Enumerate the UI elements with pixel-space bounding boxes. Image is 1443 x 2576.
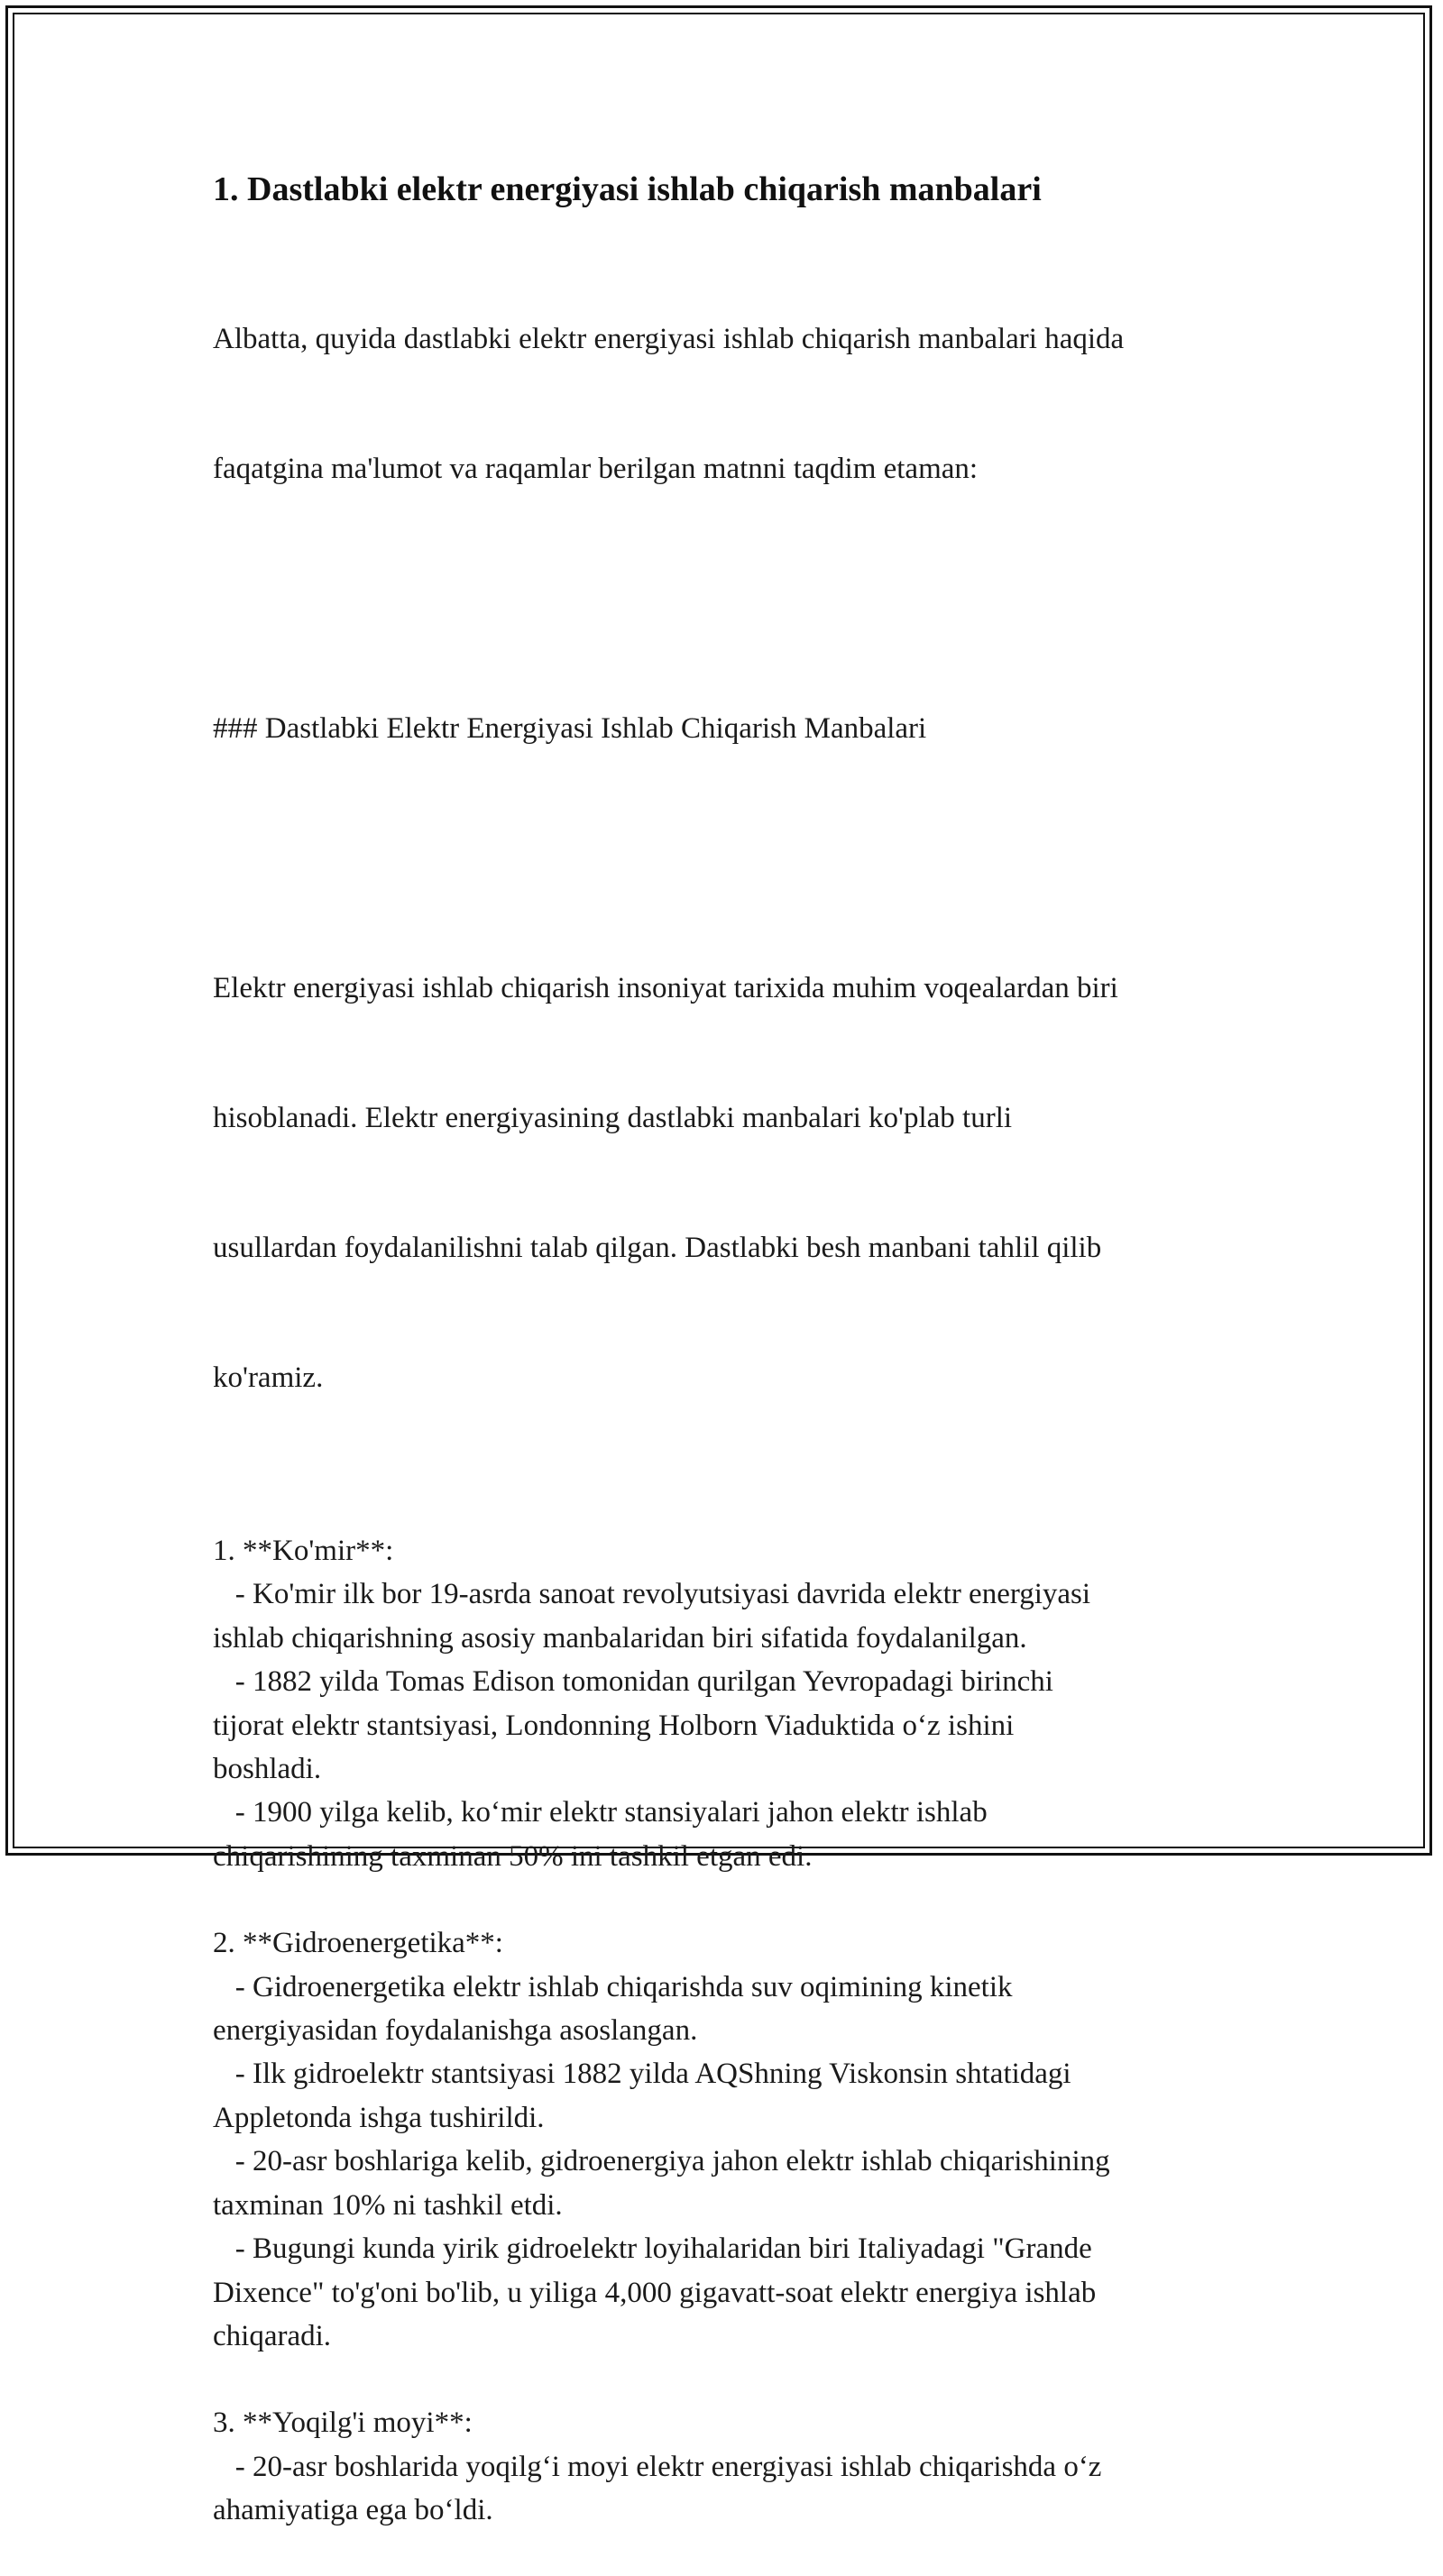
section-yoqilgi-moyi — [213, 2401, 1250, 2532]
subheading — [213, 620, 1250, 837]
section-line: - Ko'mir ilk bor 19-asrda sanoat revolyutsiyasi davrida elektr energiyasi — [213, 1578, 1091, 1611]
section-line: tijorat elektr stantsiyasi, Londonning Holborn Viaduktida o‘z ishini — [213, 1709, 1015, 1742]
section-line: 1. **Ko'mir**: — [213, 1535, 394, 1567]
section-line: - 1900 yilga kelib, ko‘mir elektr stansiyalari jahon elektr ishlab — [213, 1796, 988, 1829]
intro-line: faqatgina ma'lumot va raqamlar berilgan matnni taqdim etaman: — [213, 453, 979, 485]
subheading-text: ### Dastlabki Elektr Energiyasi Ishlab Chiqarish Manbalari — [213, 712, 927, 745]
section-komir — [213, 1529, 1250, 1878]
section-gidroenergetika — [213, 1921, 1250, 2358]
overview-line: hisoblanadi. Elektr energiyasining dastlabki manbalari ko'plab turli — [213, 1102, 1013, 1134]
overview-paragraph — [213, 880, 1250, 1486]
section-line: - Ilk gidroelektr stantsiyasi 1882 yilda AQShning Viskonsin shtatidagi — [213, 2058, 1071, 2091]
section-line: energiyasidan foydalanishga asoslangan. — [213, 2014, 698, 2048]
section-line: chiqarishining taxminan 50% ini tashkil etgan edi. — [213, 1839, 813, 1873]
overview-line: usullardan foydalanilishni talab qilgan. Dastlabki besh manbani tahlil qilib — [213, 1232, 1102, 1264]
document-content — [213, 168, 1250, 2576]
section-line: - 20-asr boshlarida yoqilg‘i moyi elektr energiyasi ishlab chiqarishda o‘z — [213, 2450, 1102, 2483]
overview-line: Elektr energiyasi ishlab chiqarish insoniyat tarixida muhim voqealardan biri — [213, 972, 1118, 1004]
section-line: - Gidroenergetika elektr ishlab chiqarishda suv oqimining kinetik — [213, 1970, 1013, 2003]
section-line: - Bugungi kunda yirik gidroelektr loyihalaridan biri Italiyadagi "Grande — [213, 2232, 1092, 2266]
section-line: boshladi. — [213, 1753, 322, 1786]
section-line: ahamiyatiga ega bo‘ldi. — [213, 2494, 493, 2527]
section-line: chiqaradi. — [213, 2319, 332, 2352]
section-line: 2. **Gidroenergetika**: — [213, 1927, 503, 1960]
section-line: Appletonda ishga tushirildi. — [213, 2101, 545, 2134]
overview-line: ko'ramiz. — [213, 1361, 324, 1394]
section-line: ishlab chiqarishning asosiy manbalaridan biri sifatida foydalanilgan. — [213, 1621, 1027, 1655]
section-line: - 20-asr boshlariga kelib, gidroenergiya jahon elektr ishlab chiqarishining — [213, 2145, 1110, 2178]
section-line: - 1882 yilda Tomas Edison tomonidan qurilgan Yevropadagi birinchi — [213, 1665, 1053, 1699]
section-line: 3. **Yoqilg'i moyi**: — [213, 2406, 473, 2440]
intro-line: Albatta, quyida dastlabki elektr energiyasi ishlab chiqarish manbalari haqida — [213, 323, 1125, 355]
intro-paragraph — [213, 231, 1250, 577]
section-line: taxminan 10% ni tashkil etdi. — [213, 2188, 563, 2222]
section-line: Dixence" to'g'oni bo'lib, u yiliga 4,000 gigavatt-soat elektr energiya ishlab — [213, 2276, 1097, 2309]
document-heading: 1. Dastlabki elektr energiyasi ishlab chiqarish manbalari — [213, 170, 1042, 208]
